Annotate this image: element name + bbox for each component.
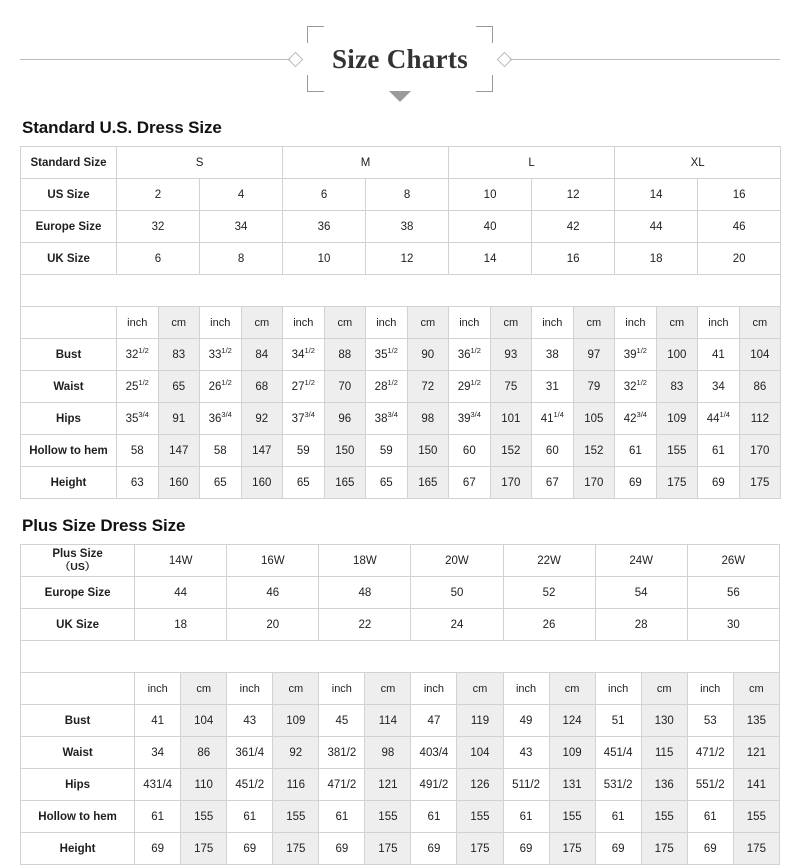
cell: 4 — [200, 179, 283, 211]
cell: 155 — [641, 801, 687, 833]
cell: 175 — [273, 833, 319, 865]
row-label: Hips — [21, 403, 117, 435]
cell: 16W — [227, 545, 319, 577]
cell: 43 — [503, 737, 549, 769]
cell: 175 — [365, 833, 411, 865]
cell: 54 — [595, 577, 687, 609]
cell: 86 — [739, 371, 781, 403]
cell: 28 — [595, 609, 687, 641]
row-label: Standard Size — [21, 147, 117, 179]
table-row-units — [21, 673, 780, 705]
row-label: UK Size — [21, 243, 117, 275]
cell: 18 — [615, 243, 698, 275]
cell: 119 — [457, 705, 503, 737]
row-label: Hips — [21, 769, 135, 801]
cell: 67 — [449, 467, 491, 499]
cell: 58 — [200, 435, 242, 467]
cell: 24 — [411, 609, 503, 641]
cell: 175 — [733, 833, 779, 865]
cell: 165 — [324, 467, 366, 499]
cell: 2 — [117, 179, 200, 211]
standard-size-table-body — [21, 147, 781, 499]
cell: 96 — [324, 403, 366, 435]
unit-cell: cm — [490, 307, 532, 339]
cell: 56 — [687, 577, 779, 609]
frame-corner-top-left — [307, 26, 324, 43]
cell: 52 — [503, 577, 595, 609]
cell: 34 — [698, 371, 740, 403]
cell: 83 — [158, 339, 200, 371]
cell: 451/2 — [227, 769, 273, 801]
unit-cell: inch — [117, 307, 159, 339]
plus-label-main: Plus Size — [52, 547, 103, 560]
cell: $44^{1/4}$ — [698, 403, 740, 435]
cell: 49 — [503, 705, 549, 737]
table-row-bust — [21, 705, 780, 737]
cell: 110 — [181, 769, 227, 801]
unit-cell: cm — [158, 307, 200, 339]
frame-corner-bottom-right — [476, 75, 493, 92]
cell: 65 — [283, 467, 325, 499]
cell: 511/2 — [503, 769, 549, 801]
unit-cell: cm — [641, 673, 687, 705]
header-rule-left — [20, 59, 290, 60]
cell: 12 — [532, 179, 615, 211]
cell: 403/4 — [411, 737, 457, 769]
cell: 175 — [457, 833, 503, 865]
cell: $39^{3/4}$ — [449, 403, 491, 435]
cell: 20 — [227, 609, 319, 641]
unit-cell: cm — [573, 307, 615, 339]
cell: 38 — [532, 339, 574, 371]
cell: 22W — [503, 545, 595, 577]
unit-cell: cm — [549, 673, 595, 705]
cell: 90 — [407, 339, 449, 371]
cell: 36 — [283, 211, 366, 243]
unit-cell: inch — [366, 307, 408, 339]
cell: 22 — [319, 609, 411, 641]
row-label: Europe Size — [21, 577, 135, 609]
cell: 44 — [615, 211, 698, 243]
cell: 26W — [687, 545, 779, 577]
cell: 72 — [407, 371, 449, 403]
frame-corner-top-right — [476, 26, 493, 43]
unit-cell: inch — [135, 673, 181, 705]
cell: 16 — [698, 179, 781, 211]
cell: 60 — [449, 435, 491, 467]
cell: 12 — [366, 243, 449, 275]
table-row-spacer — [21, 641, 780, 673]
cell: 69 — [503, 833, 549, 865]
row-label: Waist — [21, 371, 117, 403]
row-label: Height — [21, 833, 135, 865]
cell: 14W — [135, 545, 227, 577]
spacer-cell — [21, 641, 780, 673]
cell: 8 — [366, 179, 449, 211]
cell: 69 — [595, 833, 641, 865]
cell: 104 — [457, 737, 503, 769]
cell: 69 — [411, 833, 457, 865]
cell: 32 — [117, 211, 200, 243]
cell: 6 — [117, 243, 200, 275]
cell: 83 — [656, 371, 698, 403]
cell-size-s: S — [117, 147, 283, 179]
cell: 155 — [181, 801, 227, 833]
row-label-plus-size — [21, 545, 135, 577]
cell: $26^{1/2}$ — [200, 371, 242, 403]
unit-cell: inch — [615, 307, 657, 339]
cell: 147 — [241, 435, 283, 467]
cell: 65 — [200, 467, 242, 499]
cell: 141 — [733, 769, 779, 801]
table-row-waist — [21, 371, 781, 403]
cell: 92 — [241, 403, 283, 435]
cell: 70 — [324, 371, 366, 403]
cell: 34 — [200, 211, 283, 243]
cell: 46 — [698, 211, 781, 243]
cell: 16 — [532, 243, 615, 275]
plus-section-title: Plus Size Dress Size — [22, 516, 186, 535]
table-row-europe-size — [21, 577, 780, 609]
cell: 160 — [158, 467, 200, 499]
cell: 109 — [273, 705, 319, 737]
row-label: Europe Size — [21, 211, 117, 243]
cell: 88 — [324, 339, 366, 371]
cell: 471/2 — [319, 769, 365, 801]
standard-section-title: Standard U.S. Dress Size — [22, 118, 222, 137]
cell: 152 — [573, 435, 615, 467]
cell: 170 — [573, 467, 615, 499]
cell: 34 — [135, 737, 181, 769]
cell: 44 — [135, 577, 227, 609]
row-label-empty — [21, 673, 135, 705]
table-row-standard-size — [21, 147, 781, 179]
cell: 155 — [457, 801, 503, 833]
table-row-us-size — [21, 179, 781, 211]
cell: $39^{1/2}$ — [615, 339, 657, 371]
unit-cell: inch — [503, 673, 549, 705]
header-rule-right — [510, 59, 780, 60]
cell: 50 — [411, 577, 503, 609]
row-label: Height — [21, 467, 117, 499]
cell: 124 — [549, 705, 595, 737]
cell: 6 — [283, 179, 366, 211]
cell: 65 — [366, 467, 408, 499]
unit-cell: inch — [227, 673, 273, 705]
cell: 46 — [227, 577, 319, 609]
cell: 109 — [549, 737, 595, 769]
plus-size-table — [20, 544, 780, 865]
cell: 98 — [407, 403, 449, 435]
cell: 48 — [319, 577, 411, 609]
cell: 61 — [687, 801, 733, 833]
table-row-waist — [21, 737, 780, 769]
cell: 471/2 — [687, 737, 733, 769]
cell: 8 — [200, 243, 283, 275]
cell: 14 — [615, 179, 698, 211]
cell: 61 — [615, 435, 657, 467]
cell: 91 — [158, 403, 200, 435]
cell: 131 — [549, 769, 595, 801]
cell: 152 — [490, 435, 532, 467]
cell: 53 — [687, 705, 733, 737]
table-row-hollow-to-hem — [21, 801, 780, 833]
cell: 381/2 — [319, 737, 365, 769]
row-label: US Size — [21, 179, 117, 211]
cell: 170 — [490, 467, 532, 499]
unit-cell: inch — [411, 673, 457, 705]
cell-size-xl: XL — [615, 147, 781, 179]
cell: 86 — [181, 737, 227, 769]
unit-cell: cm — [273, 673, 319, 705]
table-row-height — [21, 467, 781, 499]
cell-size-l: L — [449, 147, 615, 179]
plus-label-sub: （US） — [59, 561, 96, 574]
page-title: Size Charts — [331, 43, 469, 74]
page-header — [20, 0, 780, 118]
table-row-hollow-to-hem — [21, 435, 781, 467]
table-row-hips — [21, 769, 780, 801]
cell: 170 — [739, 435, 781, 467]
cell: 60 — [532, 435, 574, 467]
unit-cell: cm — [656, 307, 698, 339]
cell: 114 — [365, 705, 411, 737]
cell: 59 — [366, 435, 408, 467]
unit-cell: inch — [698, 307, 740, 339]
cell: 20 — [698, 243, 781, 275]
row-label: Hollow to hem — [21, 435, 117, 467]
unit-cell: cm — [181, 673, 227, 705]
unit-cell: cm — [407, 307, 449, 339]
cell: $27^{1/2}$ — [283, 371, 325, 403]
cell: 75 — [490, 371, 532, 403]
unit-cell: cm — [324, 307, 366, 339]
cell: 175 — [739, 467, 781, 499]
cell: 115 — [641, 737, 687, 769]
cell: 92 — [273, 737, 319, 769]
unit-cell: cm — [739, 307, 781, 339]
cell: 26 — [503, 609, 595, 641]
cell: 147 — [158, 435, 200, 467]
unit-cell: cm — [457, 673, 503, 705]
unit-cell: inch — [532, 307, 574, 339]
standard-size-table — [20, 146, 781, 499]
cell: 68 — [241, 371, 283, 403]
table-row-units — [21, 307, 781, 339]
cell: $37^{3/4}$ — [283, 403, 325, 435]
cell: 97 — [573, 339, 615, 371]
cell: 175 — [549, 833, 595, 865]
table-row-plus-size — [21, 545, 780, 577]
header-diamond-right-icon — [497, 51, 513, 67]
cell: 20W — [411, 545, 503, 577]
cell: 116 — [273, 769, 319, 801]
cell: 10 — [449, 179, 532, 211]
cell: $32^{1/2}$ — [117, 339, 159, 371]
cell: 104 — [739, 339, 781, 371]
cell: 61 — [227, 801, 273, 833]
cell: 491/2 — [411, 769, 457, 801]
cell: 65 — [158, 371, 200, 403]
frame-corner-bottom-left — [307, 75, 324, 92]
cell: 100 — [656, 339, 698, 371]
cell: 31 — [532, 371, 574, 403]
cell: 84 — [241, 339, 283, 371]
cell: 59 — [283, 435, 325, 467]
cell: $29^{1/2}$ — [449, 371, 491, 403]
unit-cell: inch — [595, 673, 641, 705]
cell: 40 — [449, 211, 532, 243]
cell: $34^{1/2}$ — [283, 339, 325, 371]
cell: 61 — [595, 801, 641, 833]
cell: $36^{1/2}$ — [449, 339, 491, 371]
cell: 155 — [733, 801, 779, 833]
table-row-height — [21, 833, 780, 865]
standard-size-section — [20, 118, 780, 499]
cell: 165 — [407, 467, 449, 499]
cell: 41 — [698, 339, 740, 371]
table-row-spacer — [21, 275, 781, 307]
cell: 24W — [595, 545, 687, 577]
cell: 101 — [490, 403, 532, 435]
cell: 58 — [117, 435, 159, 467]
cell: 431/4 — [135, 769, 181, 801]
cell: 175 — [181, 833, 227, 865]
row-label-empty — [21, 307, 117, 339]
cell-size-m: M — [283, 147, 449, 179]
cell: 551/2 — [687, 769, 733, 801]
cell: $38^{3/4}$ — [366, 403, 408, 435]
row-label: UK Size — [21, 609, 135, 641]
cell: $25^{1/2}$ — [117, 371, 159, 403]
cell: 150 — [407, 435, 449, 467]
table-row-uk-size — [21, 243, 781, 275]
cell: 61 — [319, 801, 365, 833]
cell: 155 — [549, 801, 595, 833]
cell: 136 — [641, 769, 687, 801]
cell: 135 — [733, 705, 779, 737]
chevron-down-icon — [389, 91, 411, 103]
cell: 45 — [319, 705, 365, 737]
cell: $41^{1/4}$ — [532, 403, 574, 435]
unit-cell: inch — [200, 307, 242, 339]
cell: $42^{3/4}$ — [615, 403, 657, 435]
cell: 451/4 — [595, 737, 641, 769]
cell: 160 — [241, 467, 283, 499]
cell: 105 — [573, 403, 615, 435]
row-label: Bust — [21, 705, 135, 737]
unit-cell: inch — [319, 673, 365, 705]
cell: 61 — [503, 801, 549, 833]
cell: $32^{1/2}$ — [615, 371, 657, 403]
table-row-bust — [21, 339, 781, 371]
cell: 98 — [365, 737, 411, 769]
unit-cell: cm — [365, 673, 411, 705]
cell: 155 — [656, 435, 698, 467]
cell: 69 — [227, 833, 273, 865]
cell: 38 — [366, 211, 449, 243]
cell: 69 — [698, 467, 740, 499]
cell: 104 — [181, 705, 227, 737]
cell: 121 — [733, 737, 779, 769]
cell: 79 — [573, 371, 615, 403]
cell: 30 — [687, 609, 779, 641]
cell: 531/2 — [595, 769, 641, 801]
cell: $35^{3/4}$ — [117, 403, 159, 435]
cell: 18 — [135, 609, 227, 641]
cell: $36^{3/4}$ — [200, 403, 242, 435]
unit-cell: inch — [283, 307, 325, 339]
cell: 43 — [227, 705, 273, 737]
cell: 155 — [273, 801, 319, 833]
cell: 361/4 — [227, 737, 273, 769]
cell: $35^{1/2}$ — [366, 339, 408, 371]
spacer-cell — [21, 275, 781, 307]
cell: 18W — [319, 545, 411, 577]
table-row-uk-size — [21, 609, 780, 641]
row-label: Waist — [21, 737, 135, 769]
cell: 61 — [411, 801, 457, 833]
row-label: Bust — [21, 339, 117, 371]
cell: 150 — [324, 435, 366, 467]
cell: 63 — [117, 467, 159, 499]
cell: 61 — [135, 801, 181, 833]
cell: 112 — [739, 403, 781, 435]
cell: 93 — [490, 339, 532, 371]
cell: 69 — [135, 833, 181, 865]
cell: 126 — [457, 769, 503, 801]
cell: 175 — [656, 467, 698, 499]
table-row-hips — [21, 403, 781, 435]
cell: 47 — [411, 705, 457, 737]
cell: 67 — [532, 467, 574, 499]
cell: 69 — [319, 833, 365, 865]
cell: $33^{1/2}$ — [200, 339, 242, 371]
plus-size-section — [20, 516, 780, 865]
cell: 42 — [532, 211, 615, 243]
table-row-europe-size — [21, 211, 781, 243]
plus-size-table-body — [21, 545, 780, 865]
cell: 41 — [135, 705, 181, 737]
header-title-frame — [307, 26, 493, 92]
cell: 51 — [595, 705, 641, 737]
cell: 69 — [687, 833, 733, 865]
cell: 14 — [449, 243, 532, 275]
cell: 130 — [641, 705, 687, 737]
header-diamond-left-icon — [288, 51, 304, 67]
cell: 121 — [365, 769, 411, 801]
unit-cell: inch — [449, 307, 491, 339]
unit-cell: cm — [241, 307, 283, 339]
unit-cell: inch — [687, 673, 733, 705]
cell: $28^{1/2}$ — [366, 371, 408, 403]
cell: 10 — [283, 243, 366, 275]
row-label: Hollow to hem — [21, 801, 135, 833]
cell: 61 — [698, 435, 740, 467]
cell: 175 — [641, 833, 687, 865]
unit-cell: cm — [733, 673, 779, 705]
cell: 69 — [615, 467, 657, 499]
cell: 155 — [365, 801, 411, 833]
cell: 109 — [656, 403, 698, 435]
